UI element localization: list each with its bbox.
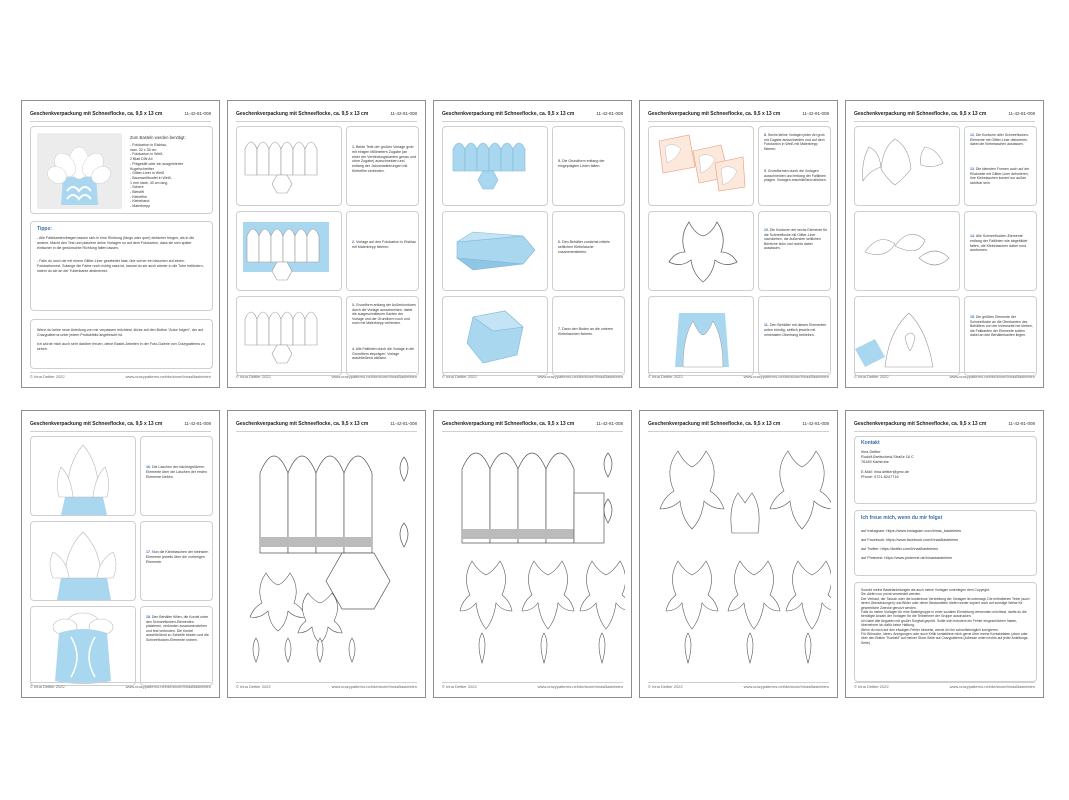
step-text: Grundformen durch die Vorlagen ausschneiden und entlang der Faltlinien prägen. Vorlagen anschließend ablösen. bbox=[764, 169, 827, 183]
website-link[interactable]: www.crazypatterns.net/de/store/IrinasBasteleien bbox=[537, 374, 623, 379]
step-row bbox=[30, 436, 136, 516]
step-number: 12. bbox=[970, 133, 975, 137]
step-number: 1. bbox=[352, 145, 355, 149]
product-code: 11-42-81-008 bbox=[596, 421, 623, 426]
page-footer bbox=[30, 372, 211, 381]
materials-list bbox=[130, 143, 210, 209]
page-footer bbox=[648, 682, 829, 691]
website-link[interactable]: www.crazypatterns.net/de/store/IrinasBasteleien bbox=[743, 374, 829, 379]
legal-paragraph: Sowohl meine Bastelanleitungen als auch meine Vorlagen unterliegen dem Copyright. bbox=[861, 588, 990, 592]
step-text-box bbox=[964, 296, 1037, 376]
note-text: Ich würde mich auch sehr darüber freuen, deine Bastel-Arbeiten in der Foto-Galerie von Crazypatterns zu sehen. bbox=[37, 342, 205, 351]
page-title: Geschenkverpackung mit Schneeflocke, ca. 9,5 x 13 cm bbox=[236, 421, 369, 427]
page-title: Geschenkverpackung mit Schneeflocke, ca. 9,5 x 13 cm bbox=[854, 421, 987, 427]
step-number: 4. bbox=[352, 347, 355, 351]
step-number: 7. bbox=[558, 327, 561, 331]
material-item: - Schere bbox=[130, 185, 144, 190]
step-row bbox=[648, 211, 754, 291]
pinterest-link[interactable]: auf Pinterest: https://www.pinterest.de/irinasbasteleien bbox=[861, 556, 953, 560]
page-title: Geschenkverpackung mit Schneeflocke, ca. 9,5 x 13 cm bbox=[30, 421, 163, 427]
contact-line: Irina Dettler bbox=[861, 450, 881, 454]
contact-line: Rudolf-Breitscheid-Straße 16 C bbox=[861, 455, 914, 459]
folded-blank-image bbox=[443, 127, 547, 205]
materials-box bbox=[30, 126, 213, 214]
step-text-box bbox=[346, 296, 419, 376]
step-number: 10. bbox=[764, 228, 769, 232]
product-code: 11-42-81-008 bbox=[802, 111, 829, 116]
page-header bbox=[442, 111, 623, 122]
decorated-elements-image bbox=[855, 127, 959, 205]
page-header bbox=[30, 111, 211, 122]
box-pattern-template bbox=[236, 433, 419, 683]
step-row bbox=[442, 296, 548, 376]
step-text: Die kleinsten Formen auch auf der Rückseite mit Glitter-Liner dekorieren, ihre Klebelaschen kommt nur außen sichtbar sein. bbox=[970, 167, 1030, 185]
contact-title: Kontakt bbox=[861, 440, 880, 446]
legal-text bbox=[861, 588, 1032, 645]
legal-box bbox=[854, 582, 1037, 682]
follow-box bbox=[854, 510, 1037, 576]
material-item: - Klebeband bbox=[130, 199, 150, 204]
step-text-box bbox=[140, 436, 213, 516]
step-text: Die Konturen der sechs Elemente für die Schneeflocke mit Glitter-Liner nachziehen, die äußersten seitlichen Bereiche links und rechts dabei auslassen. bbox=[764, 228, 828, 251]
page-header bbox=[854, 421, 1035, 432]
step-row bbox=[442, 126, 548, 206]
website-link[interactable]: www.crazypatterns.net/de/store/IrinasBasteleien bbox=[125, 684, 211, 689]
page-footer bbox=[648, 372, 829, 381]
step-number: 6. bbox=[558, 240, 561, 244]
page-footer bbox=[442, 372, 623, 381]
layered-elements-image bbox=[31, 437, 135, 515]
materials-intro: Zum Basteln werden benötigt: bbox=[130, 135, 186, 140]
step-number: 2. bbox=[352, 240, 355, 244]
step-text: Nun die Klebelaschen der kleinsten Elemente jeweils über die vorherigen Elemente. bbox=[146, 550, 209, 564]
page-header bbox=[648, 421, 829, 432]
step-text-box bbox=[346, 126, 419, 206]
tips-title: Tipps: bbox=[37, 226, 52, 232]
website-link[interactable]: www.crazypatterns.net/de/store/IrinasBasteleien bbox=[949, 374, 1035, 379]
pattern-page-9 bbox=[639, 410, 838, 698]
tip-text: - Falls du noch nie mit einem Glitter-Liner gearbeitet hast, übe vorher ein bisschen auf einem Fotokartonrest. Solange die Farbe noch richtig nass ist, kannst du sie auch wieder in die Tube befördern, indem du sie an der Tubenkante abstreichst. bbox=[37, 259, 204, 273]
step-text-box bbox=[552, 126, 625, 206]
instagram-link[interactable]: auf Instagram: https://www.instagram.com/irinas_basteleien bbox=[861, 529, 962, 533]
glued-box-side-image bbox=[443, 212, 547, 290]
instruction-page-3 bbox=[433, 100, 632, 388]
page-title: Geschenkverpackung mit Schneeflocke, ca. 9,5 x 13 cm bbox=[236, 111, 369, 117]
step-text-box bbox=[964, 126, 1037, 206]
legal-paragraph: Falls du meine Vorlagen für eine Bastelgruppe in einer sozialen Einrichtung verwenden möchtest, darfst du die benötigte Anzahl der Vorlagen für die Teilnehmer der Gruppe ausdrucken. bbox=[861, 610, 1027, 619]
page-title: Geschenkverpackung mit Schneeflocke, ca. 9,5 x 13 cm bbox=[442, 421, 575, 427]
page-header bbox=[854, 111, 1035, 122]
step-row bbox=[854, 296, 960, 376]
step-text-box bbox=[140, 606, 213, 686]
step-text: Die Grundform entlang der eingeprägten Linien falten. bbox=[558, 159, 605, 168]
step-number: 3. bbox=[352, 303, 355, 307]
note-box bbox=[30, 319, 213, 369]
facebook-link[interactable]: auf Facebook: https://www.facebook.com/IrinasBasteleien bbox=[861, 538, 959, 542]
product-code: 11-42-81-008 bbox=[802, 421, 829, 426]
step-text: Die größten Elemente der Schneeflocke an die Oberkanten des Behälters von der Innenseite her kleben, die Faltkanten der Elemente sollten dabei an den Behälterkanten liegen. bbox=[970, 315, 1033, 338]
step-number: 16. bbox=[146, 465, 151, 469]
step-row bbox=[236, 126, 342, 206]
pattern-page-7 bbox=[227, 410, 426, 698]
product-code: 11-42-81-008 bbox=[1008, 111, 1035, 116]
instruction-page-6 bbox=[21, 410, 220, 698]
copyright: © Irina Dettler 2022 bbox=[442, 374, 477, 379]
page-title: Geschenkverpackung mit Schneeflocke, ca. 9,5 x 13 cm bbox=[648, 111, 781, 117]
step-row bbox=[30, 606, 136, 686]
material-item: - Baumwollbordel in Weiß, bbox=[130, 175, 172, 180]
page-footer bbox=[236, 682, 417, 691]
contact-phone: Phone: 0721-8247716 bbox=[861, 475, 899, 479]
page-header bbox=[236, 111, 417, 122]
step-text: Dann den Boden an die unteren Klebelaschen fixieren. bbox=[558, 327, 613, 336]
step-text: Alle Faltlinien durch die Vorlage in die Grundform einprägen. Vorlage anschließend ablösen. bbox=[352, 347, 415, 361]
copyright: © Irina Dettler 2022 bbox=[854, 374, 889, 379]
website-link[interactable]: www.crazypatterns.net/de/store/IrinasBasteleien bbox=[949, 684, 1035, 689]
pattern-page-8 bbox=[433, 410, 632, 698]
product-code: 11-42-81-008 bbox=[184, 421, 211, 426]
product-code: 11-42-81-008 bbox=[390, 421, 417, 426]
step-row bbox=[854, 211, 960, 291]
website-link[interactable]: www.crazypatterns.net/de/store/IrinasBasteleien bbox=[331, 684, 417, 689]
step-number: 11. bbox=[764, 323, 769, 327]
note-text: Wenn du keine neue Anleitung von mir verpassen möchtest, klicke auf den Button "Autor folgen", der auf Crazypatterns unter jedem Produktbild angebracht ist. bbox=[37, 328, 204, 337]
step-row bbox=[236, 296, 342, 376]
step-number: 8. bbox=[764, 133, 767, 137]
page-footer bbox=[854, 372, 1035, 381]
template-pieces-image bbox=[237, 127, 341, 205]
step-row bbox=[854, 126, 960, 206]
step-row bbox=[648, 296, 754, 376]
twitter-link[interactable]: auf Twitter: https://twitter.com/IrinasBasteleien bbox=[861, 547, 939, 551]
step-number: 5. bbox=[558, 159, 561, 163]
website-link[interactable]: www.crazypatterns.net/de/store/IrinasBasteleien bbox=[743, 684, 829, 689]
finished-gift-box-image bbox=[31, 607, 135, 685]
product-code: 11-42-81-008 bbox=[1008, 421, 1035, 426]
gift-box-photo bbox=[37, 133, 122, 209]
step-text-box bbox=[552, 296, 625, 376]
step-number: 17. bbox=[146, 550, 151, 554]
tips-box bbox=[30, 221, 213, 311]
attached-large-elements-image bbox=[855, 297, 959, 375]
tip-text: - Alle Faltekanten/biegen lassen sich in eine Richtung (längs oder quer) einfacher biegen, als in die andere. Macht den Test und platziere deine Vorlagen so auf dem Fotokarton, dass sie sich später einfacher in die gewünschte Richtung falten lassen. bbox=[37, 236, 195, 250]
page-header bbox=[442, 421, 623, 432]
glitter-outline-image bbox=[649, 212, 753, 290]
step-text: Alle Schneeflocken-Elemente entlang der Faltlinien wie abgebildet falten, die Klebelaschen dabei rund ausformen. bbox=[970, 234, 1028, 253]
page-title: Geschenkverpackung mit Schneeflocke, ca. 9,5 x 13 cm bbox=[30, 111, 163, 117]
template-on-blue-card-image bbox=[237, 212, 341, 290]
material-item: - Prägestift oder ein ausgeleierter bbox=[130, 161, 184, 166]
step-text-box bbox=[758, 296, 831, 376]
step-text-box bbox=[758, 211, 831, 291]
website-link[interactable]: www.crazypatterns.net/de/store/IrinasBasteleien bbox=[537, 684, 623, 689]
page-title: Geschenkverpackung mit Schneeflocke, ca. 9,5 x 13 cm bbox=[648, 421, 781, 427]
step-text-box bbox=[964, 211, 1037, 291]
material-item: 2 Blatt DIN A4 bbox=[130, 157, 153, 162]
contact-email[interactable]: E-Mail: irina.dettler@gmx.de bbox=[861, 470, 909, 474]
copyright: © Irina Dettler 2022 bbox=[648, 684, 683, 689]
snowflake-pattern-template bbox=[648, 433, 831, 683]
instruction-page-5 bbox=[845, 100, 1044, 388]
step-text-box bbox=[758, 126, 831, 206]
step-number: 18. bbox=[146, 615, 151, 619]
step-number: 9. bbox=[764, 169, 767, 173]
page-footer bbox=[442, 682, 623, 691]
website-link[interactable]: www.crazypatterns.net/de/store/IrinasBasteleien bbox=[331, 374, 417, 379]
page-footer bbox=[236, 372, 417, 381]
product-code: 11-42-81-008 bbox=[596, 111, 623, 116]
step-text: Den Behälter füllen, die Kordel unter den Schneeflocken-Elementen platzieren, verknoten zusammenziehen und fest verknoten. Die Kordel anschließend zu Schleife binden und die Schneeflocken-Elemente ordnen. bbox=[146, 615, 209, 642]
box-pattern-template bbox=[442, 433, 625, 683]
folded-elements-image bbox=[855, 212, 959, 290]
step-text: Die Laschen der nächstgrößeren Elemente über die Laschen der ersten Elemente kleben. bbox=[146, 465, 207, 479]
snowflake-templates-image bbox=[649, 127, 753, 205]
copyright: © Irina Dettler 2022 bbox=[442, 684, 477, 689]
closed-box-image bbox=[443, 297, 547, 375]
legal-paragraph: Der Verkauf, der Tausch oder die kostenlose Verbreitung der Vorlagen ist untersagt. Die enthaltenen Texte (auch deren Übersetzungen) und Bilder oder deren Bestandteile dürfen weder kopiert noch auf sonstige Weise für gewerbliche Zwecke genutzt werden. bbox=[861, 596, 1030, 610]
instruction-page-1 bbox=[21, 100, 220, 388]
page-title: Geschenkverpackung mit Schneeflocke, ca. 9,5 x 13 cm bbox=[442, 111, 575, 117]
step-text: Grundform entlang der Außenkonturen durch die Vorlage ausschneiden, dabei die ausgeschnittenen Kanten der Vorlage und der Grundform noch und noch mit Malerkrepp verbinden. bbox=[352, 303, 416, 326]
product-code: 11-42-81-008 bbox=[390, 111, 417, 116]
material-item: - Bleistift bbox=[130, 190, 144, 195]
contact-details bbox=[861, 450, 914, 480]
material-item: Kugelschreiber bbox=[130, 166, 154, 171]
page-footer bbox=[854, 682, 1035, 691]
material-item: 1 mm stark, 40 cm lang bbox=[130, 180, 168, 185]
step-text: Vorlage auf den Fotokarton in Eisblau mit Malerkrepp fixieren. bbox=[352, 240, 416, 249]
step-number: 13. bbox=[970, 167, 975, 171]
step-text: Den Behälter mit diesen Elementen unten bündig, seitlich jeweils mit minimalem Überhang bekleben. bbox=[764, 323, 827, 337]
page-title: Geschenkverpackung mit Schneeflocke, ca. 9,5 x 13 cm bbox=[854, 111, 987, 117]
product-code: 11-42-81-008 bbox=[184, 111, 211, 116]
page-footer bbox=[30, 682, 211, 691]
instruction-page-4 bbox=[639, 100, 838, 388]
website-link[interactable]: www.crazypatterns.net/de/store/IrinasBasteleien bbox=[125, 374, 211, 379]
material-item: - Fotokarton in Weiß, bbox=[130, 152, 164, 157]
step-text-box bbox=[552, 211, 625, 291]
social-links bbox=[861, 527, 961, 563]
copyright: © Irina Dettler 2022 bbox=[236, 374, 271, 379]
material-item: max. 32 x 35 cm bbox=[130, 147, 157, 152]
contact-page-10 bbox=[845, 410, 1044, 698]
contact-box bbox=[854, 436, 1037, 504]
material-item: - Fotokarton in Eisblau, bbox=[130, 143, 167, 147]
step-row bbox=[442, 211, 548, 291]
copyright: © Irina Dettler 2022 bbox=[30, 374, 65, 379]
contact-line: 76189 Karlsruhe bbox=[861, 460, 889, 464]
copyright: © Irina Dettler 2022 bbox=[236, 684, 271, 689]
material-item: - Glitter-Liner in Weiß bbox=[130, 171, 165, 176]
legal-paragraph: Ich habe alle Angaben mit großer Sorgfalt geprüft. Sollte sich trotzdem ein Fehler eingeschlichen haben, übernehme ich dafür keine Haftung. bbox=[861, 618, 1018, 628]
material-item: - Klebefilm bbox=[130, 194, 147, 199]
material-item: - Malerkrepp bbox=[130, 204, 151, 209]
page-header bbox=[648, 111, 829, 122]
legal-paragraph: Für Wünsche, Ideen, Anregungen oder auch Kritik kontaktiere mich gerne über meine Kontaktdaten (oben oder über den Button "Kontakt" auf meiner Store-Seite auf Crazypatterns (Adresse unten rechts auf jeder Anleitungs-Seite). bbox=[861, 632, 1029, 645]
box-with-elements-image bbox=[649, 297, 753, 375]
step-text: Die Konturen aller Schneeflocken-Elemente mit Glitter-Liner dekorieren, dabei die Klebelaschen auslassen. bbox=[970, 133, 1029, 147]
step-text: Beide Teile der großen Vorlage grob mit einigen Millimetern Zugabe (an einer der Verbindungskanten genau und ohne Zugabe) ausschneiden und entlang der Jalonmarkierungen mit Klebefilm verbinden. bbox=[352, 145, 416, 173]
page-header bbox=[30, 421, 211, 432]
step-row bbox=[236, 211, 342, 291]
instruction-page-2 bbox=[227, 100, 426, 388]
step-text-box bbox=[346, 211, 419, 291]
step-text: Den Behälter zunächst mittels seitlichen Klebelasche zusammenkleben. bbox=[558, 240, 610, 254]
step-number: 15. bbox=[970, 315, 975, 319]
page-header bbox=[236, 421, 417, 432]
legal-paragraph: Wenn du mich auf den etwaigen Fehler hinweist, werde ich ihn schnellstmöglich korrigieren. bbox=[861, 627, 999, 632]
cut-template-image bbox=[237, 297, 341, 375]
small-elements-image bbox=[31, 522, 135, 600]
copyright: © Irina Dettler 2022 bbox=[648, 374, 683, 379]
step-text: Sechs kleine Vorlagen jeder Art grob mit Zugabe ausschneiden und auf dem Fotokarton in Weiß mit Malerkrepp fixieren. bbox=[764, 133, 825, 151]
step-row bbox=[648, 126, 754, 206]
legal-paragraph: Sie dürfen nur privat verwendet werden. bbox=[861, 592, 922, 597]
step-number: 14. bbox=[970, 234, 975, 238]
follow-title: Ich freue mich, wenn du mir folgst bbox=[861, 515, 943, 521]
copyright: © Irina Dettler 2022 bbox=[854, 684, 889, 689]
copyright: © Irina Dettler 2022 bbox=[30, 684, 65, 689]
step-row bbox=[30, 521, 136, 601]
step-text-box bbox=[140, 521, 213, 601]
